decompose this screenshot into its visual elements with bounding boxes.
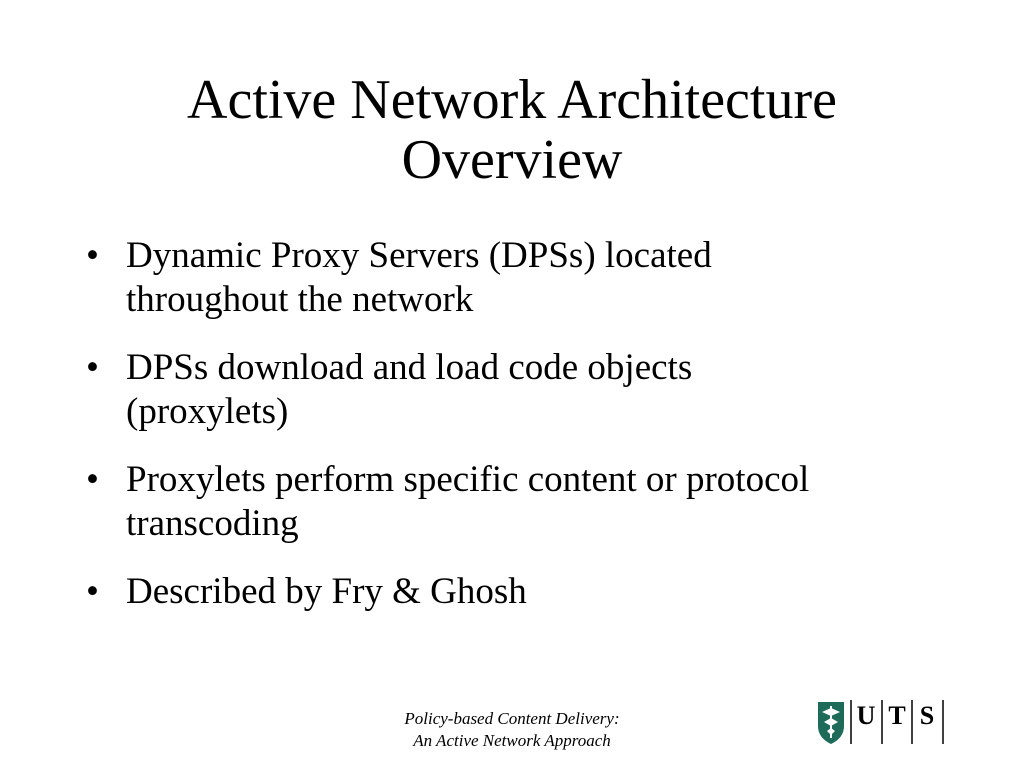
bullet-item [86,346,966,434]
logo-letter-s: S [919,701,935,730]
bullet-text-line: Dynamic Proxy Servers (DPSs) located [126,235,712,276]
bullet-list [86,234,966,638]
bullet-text-line: DPSs download and load code objects [126,347,693,388]
bullet-item [86,458,966,546]
slide-title-line-1: Active Network Architecture [187,69,837,131]
bullet-dot: • [86,571,99,612]
bullet-item [86,234,966,322]
bullet-text-line: throughout the network [126,279,474,320]
logo-letter-t: T [888,701,906,730]
bullet-text-line: transcoding [126,503,299,544]
footer-line-2: An Active Network Approach [413,731,611,750]
bullet-item [86,570,966,614]
bullet-dot: • [86,347,99,388]
bullet-dot: • [86,459,99,500]
bullet-text-line: (proxylets) [126,391,289,432]
footer-caption [362,708,662,752]
uts-logo [816,698,948,746]
uts-shield-icon [818,702,844,744]
slide-title [0,70,1024,190]
bullet-text-line: Proxylets perform specific content or protocol [126,459,810,500]
footer-line-1: Policy-based Content Delivery: [404,709,620,728]
slide-title-line-2: Overview [401,129,623,191]
bullet-dot: • [86,235,99,276]
logo-letter-u: U [856,701,876,730]
bullet-text-line: Described by Fry & Ghosh [126,571,527,612]
